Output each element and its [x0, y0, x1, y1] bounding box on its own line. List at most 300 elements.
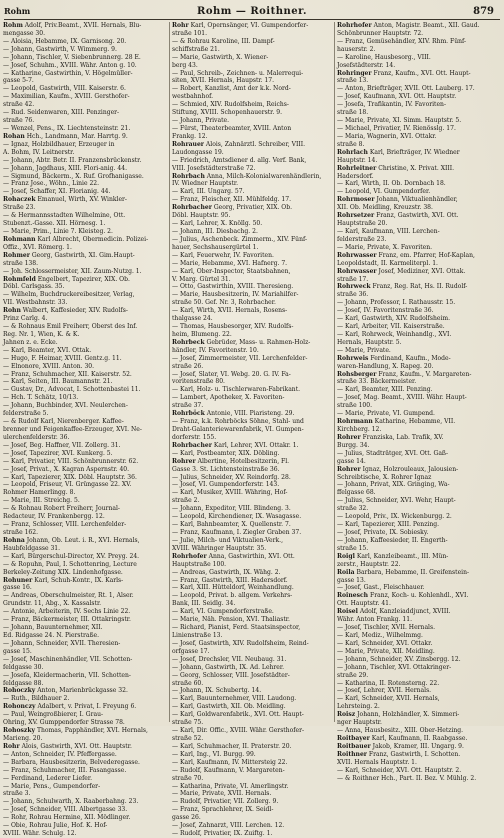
directory-entry-line: Rohmann Karl Albrecht, Obermedicin. Polizei-	[3, 235, 149, 243]
directory-entry-line: — Franz, Schuhmacher, III. Fasangasse.	[3, 766, 127, 774]
directory-entry-line: — Marie, Private, VI. Gumpend.	[337, 410, 435, 418]
directory-entry-line: — Karl, Kaufmann, VIII. Lerchen-	[337, 227, 440, 235]
directory-entry-line: Rohrweck Franz, Reg. Rat, Hs. II. Rudolf-	[337, 283, 468, 291]
directory-entry-line: Ed. Ridgasse 24. N. Pierstraße.	[3, 631, 99, 639]
directory-entry-line: — Johann, Tischler, V. Siebenbrunnerg. 28 E.	[3, 53, 141, 61]
directory-entry-line: berg 43.	[172, 61, 198, 69]
directory-entry-line: straße 17.	[337, 275, 369, 283]
column-right	[337, 22, 501, 782]
directory-entry-line: — Georg, Schlosser, VIII. Josefstädter-	[172, 671, 290, 679]
directory-entry-line: — Obie, Rohrau Julie, Hof. K. Hof-	[3, 822, 108, 830]
directory-entry-line: Rohmer Georg, Gastwirth, XI. Gim.Haupt-	[3, 251, 135, 259]
directory-entry-line: — Karl, Privatier, VIII. Schönbrunnerstr. 62.	[3, 457, 139, 465]
directory-entry-line: händler, IV. Favoritenstr. 10.	[172, 346, 259, 354]
directory-entry-line: — Leopold, Kirchendiener, IX. Wasagasse.	[172, 513, 302, 521]
directory-entry-line: — Karl, Postbeamter, XIX. Döbling.	[172, 449, 280, 457]
directory-entry-line: — Johann, Gastwirth, IX. Ad. Lehrer.	[172, 663, 285, 671]
directory-entry-line: — Andreas, Gastwirth, IX. Wähg. 2.	[172, 568, 281, 576]
directory-entry-line: Roigl Karl, Kanzleibeamt., III. Mün-	[337, 552, 449, 560]
directory-entry-line: straße 76.	[3, 117, 35, 125]
directory-entry-line: — Anton, Briefträger, XVII. Ott. Lauberg. 17.	[337, 85, 475, 93]
directory-entry-line: — Marie, Gastwirth, X. Wiener-	[172, 53, 269, 61]
directory-entry-line: felderstraße 23.	[337, 235, 387, 243]
directory-entry-line: Rohrer Albertine, Hotelbesitzerin, Fl.	[172, 457, 290, 465]
directory-entry-line: Lehrsteing. 2.	[337, 703, 380, 711]
directory-entry-line: — Karl, Goldwarenfabrik., XVI. Ott. Haupt-	[172, 711, 304, 719]
directory-entry-line: straße 70.	[172, 774, 204, 782]
directory-entry-line: Rohr Karl, Opernsänger, VI. Gumpendorfer-	[172, 22, 309, 29]
directory-entry-line: — Julius, Stadträtger, XVI. Ott. Gaß-	[337, 449, 449, 457]
directory-entry-line: feldgasse 88.	[3, 679, 44, 687]
directory-entry-line: — Karl, Mediz., Wilhelmmg.	[337, 631, 423, 639]
directory-entry-line: Schönbrunner Hauptstr. 72.	[337, 29, 424, 37]
directory-entry-line: — Josef, Privat., X. Kagran Aspernstr. 40.	[3, 465, 130, 473]
directory-entry-line: — Karl, Beamter, XIII. Penzing.	[337, 386, 433, 394]
directory-entry-line: Stubenzt.-Gasse. XII. Hörnesg. 1.	[3, 220, 106, 228]
column-middle	[169, 22, 335, 838]
directory-entry-line: — Marie, Hebamme, XVI. Hafnerg. 7.	[172, 259, 288, 267]
directory-entry-line: Rohrhofer Anton, Magistr. Beamt., XII. Gaud.	[337, 22, 480, 29]
directory-entry-line: Gasse 3. St. Lichtensteinstraße 36.	[172, 465, 280, 473]
directory-entry-line: gasse 13.	[337, 576, 366, 584]
directory-entry-line: Döbl. Carlsgass. 35.	[3, 283, 65, 291]
directory-entry-line: — Josef, Mag. Beamt., XVIII. Währ. Haupt-	[337, 394, 467, 402]
directory-entry-line: — Johann, Privat, XIX. Gringing, Wa-	[337, 481, 450, 489]
directory-entry-line: — Marie, Hausbesitzerin, IV. Mariahilfer-	[172, 291, 299, 299]
directory-entry-line: Rohrbacher Georg, Privatier, XIX. Ob.	[172, 204, 293, 212]
directory-entry-line: — Karl, Musiker, XVIII. Währing, Hof-	[172, 489, 288, 497]
directory-entry-line: — Johann, Buchbinder, XVI. Neulerchen-	[3, 402, 128, 410]
directory-entry-line: — & Rohrau Karoline, III. Dampf-	[172, 37, 275, 45]
directory-entry-line: — Julius, Schneider, XV. Reindorfg. 28.	[172, 473, 291, 481]
directory-entry-line: VII. Westbahnstr. 33.	[3, 299, 68, 307]
directory-entry-line: — Franz, Gastwirth, XIII. Hadersdorf.	[172, 576, 288, 584]
directory-entry-line: Hauptstraße 20.	[337, 220, 388, 228]
directory-entry-line: gasse 16.	[3, 584, 32, 592]
directory-entry-line: Währ. Anton Frankg. 11.	[337, 616, 412, 624]
directory-entry-line: — Josef, Maschinenhändler, VII. Schotten-	[3, 655, 133, 663]
directory-entry-line: — Rudolf, Privatier, IX. Zuiftg. 1.	[172, 830, 273, 838]
directory-entry-line: — Karl, Ober-Inspector, Staatsbahnen,	[172, 267, 291, 275]
directory-entry-line: — Anton, Schneider, IV. Pfeffergasse.	[3, 750, 117, 758]
directory-entry-line: — & Rudolf Karl, Nierenberger. Kaffee-	[3, 418, 124, 426]
directory-entry-line: Rohrer Ignaz, Holzrouleaux, Jalousien-	[337, 465, 459, 473]
directory-entry-line: Rohrweis Ferdinand, Kaufm., Mode-	[337, 354, 451, 362]
directory-entry-line: gasse 26.	[172, 814, 201, 822]
directory-entry-line: — Katharina, Private, VI. Amerlingstr.	[172, 782, 289, 790]
directory-entry-line: Rohmfeld Engelbert, Tapezirer, XIX. Ob.	[3, 275, 130, 283]
directory-entry-line: — Ferdinand, Lederer Liefer.	[3, 774, 93, 782]
directory-entry-line: — Schmied, XIV. Rudolfsheim, Reichs-	[172, 101, 289, 109]
directory-entry-line: — Barbara, Hausbesitzerin, Belvederegasse.	[3, 758, 140, 766]
directory-entry-line: — Marie, III. Streichg. 5.	[3, 497, 80, 505]
directory-entry-line: — Franz, Bäckermeister, III. Ottakringstr.	[3, 616, 131, 624]
directory-entry-line: Rohrbeck Gebrüder, Mass- u. Rahmen-Holz-	[172, 338, 311, 346]
directory-entry-line: Rohaczek Emanuel, Wirth, XV. Winkler-	[3, 196, 127, 204]
directory-entry-line: brenner und Feigenkaffee-Erzeuger, XVI. Ne-	[3, 426, 142, 434]
directory-entry-line: XVII. Hernals Hauptstr. 1.	[337, 758, 417, 766]
directory-entry-line: — & Rohnaus Emil Freiherr, Oberst des Inf.	[3, 323, 138, 331]
directory-entry-line: Roithner Franz, Gastwirth, I. Schotten.	[337, 750, 461, 758]
directory-entry-line: — Karl, Bahnbeamter, X. Quellenstr. 7.	[172, 521, 291, 529]
directory-entry-line: — Rudolf, Kaufmann, V. Margareten-	[172, 766, 285, 774]
directory-entry-line: — Franz, Gemüsehändler, XIV. Rhm. Fünf-	[337, 37, 467, 45]
directory-entry-line: — Leopold, Priv., IX. Wickenburgg. 2.	[337, 513, 452, 521]
directory-entry-line: hauer, Sechshausergürtel 1.	[172, 243, 259, 251]
directory-entry-line: straße 52.	[172, 734, 204, 742]
directory-entry-line: — Josef, IV. Favoritenstraße 36.	[337, 307, 434, 315]
directory-entry-line: — Antonie, Arbeiterin, IV. Sechs Linie 22.	[3, 608, 131, 616]
directory-entry-line: straße 3.	[3, 790, 31, 798]
directory-entry-line: — Joh. Schlossermeister, XII. Zaum-Nutzg. 1.	[3, 267, 142, 275]
directory-entry-line: — Josef, Schuhm., XVIII. Währ. Anton g. 10.	[3, 61, 137, 69]
directory-entry-line: — Andreas, Oberschulmeister, Rt. 1, Alser.	[3, 592, 134, 600]
page-number: 879	[473, 6, 494, 17]
directory-entry-line: — Rud. Seidenwaren, XIII. Penzinger-	[3, 109, 120, 117]
directory-entry-line: — Anna, Hausbesitz., XIII. Ober-Hetzing.	[337, 727, 464, 735]
directory-entry-line: — Marie, Prim., Linie 7. Kleisteg. 2.	[3, 227, 113, 235]
directory-entry-line: Stiftung, XVIII. Schopenhauerstr. 9.	[172, 109, 283, 117]
directory-entry-line: straße 36.	[337, 291, 369, 299]
directory-entry-line: — Julius, Aschenbeck. Zimmerm., XIV. Fünf-	[172, 235, 308, 243]
directory-entry-line: Rohrsetzer Franz, Gastwirth, XVI. Ott.	[337, 212, 459, 220]
directory-entry-line: Roitbayer Karl, Kaufmann, II. Raabgasse.	[337, 734, 468, 742]
directory-entry-line: Rohringer Franz, Kaufm., XVI. Ott. Haupt-	[337, 69, 471, 77]
directory-entry-line: — Johann, Bauunternehmer, XII.	[3, 624, 103, 632]
directory-entry-line: Rohoszky Thomas, Papphändler, XVI. Hernals,	[3, 727, 148, 735]
directory-entry-line: — Sigmund, Bäckerm., X. Ruf. Grofhanigasse.	[3, 172, 144, 180]
directory-entry-line: Rohrwasser Franz, em. Pfarrer, Hof-Kaplan,	[337, 251, 475, 259]
directory-entry-line: felderstraße 5.	[3, 410, 49, 418]
directory-entry-line: Linienstraße 13.	[172, 631, 223, 639]
directory-entry-line: gasse 15.	[3, 647, 32, 655]
directory-entry-line: Roinesch Franz, Koch- u. Kohlenhdl., XVI.	[337, 592, 469, 600]
directory-entry-line: mengasse 30.	[3, 29, 46, 37]
directory-entry-line: Roila Barbara, Hebamme, II. Greifenstein-	[337, 568, 470, 576]
directory-entry-line: — Wenzel, Pens., IX. Liechtensteinstr. 21.	[3, 124, 131, 132]
directory-entry-line: — Karl, Wirth, XVII. Hernals, Rosens-	[172, 307, 288, 315]
directory-entry-line: Offiz., XVI. Römerg. 1.	[3, 243, 72, 251]
directory-entry-line: — Karl, Schneider, XVI. Ott. Hauptstr. 2.	[337, 766, 462, 774]
directory-entry-line: straße 33. Bäckermeister.	[337, 378, 417, 386]
directory-entry-line: Rohrmann Katharine, Hebamme, VII.	[337, 418, 456, 426]
directory-entry-line: — Johann, Gastwirth, V. Wimmerg. 9.	[3, 45, 117, 53]
directory-entry-line: Rohrleitner Christine, X. Privat. XIII.	[337, 164, 455, 172]
directory-entry-line: — Fürst, Theaterbeamter, XVIII. Anton	[172, 124, 292, 132]
directory-entry-line: — Ignaz, Holzbildhauer, Erzeuger in	[3, 140, 115, 148]
directory-entry-line: straße 8.	[337, 140, 365, 148]
directory-entry-line: — Karl, Feuerwehr, IV. Favoriten.	[172, 251, 274, 259]
directory-entry-line: — Franz, Schuhmacher, XII. Kaiserstr. 52.	[3, 370, 132, 378]
directory-entry-line: — Karl, Dir. Offic., XVIII. Währ. Gersthofer-	[172, 727, 305, 735]
directory-entry-line: Hernals, Hauptstr. 5.	[337, 338, 402, 346]
directory-entry-line: — Franz, Schlosser, VIII. Lerchenfelder-	[3, 521, 127, 529]
directory-entry-line: gasse 14.	[337, 457, 366, 465]
directory-entry-line: — Franz, k.k. Rohrböcks Söhne, Stahl- und	[172, 418, 304, 426]
directory-entry-line: waren-Handlung, X. Rapeg. 20.	[337, 362, 434, 370]
directory-entry-line: — Franz, Kaufmann, I. Ziegler Graben 37.	[172, 529, 302, 536]
directory-entry-line: A. Bohm, IV. Leitnerstr.	[3, 148, 75, 156]
directory-entry-line: — Leopold, VI. Gumpendorfer.	[337, 188, 431, 196]
directory-entry-line: Rohrwasser Josef, Mediziner, XVI. Ottak.	[337, 267, 466, 275]
directory-entry-line: ulerchenfelderstr. 36.	[3, 433, 70, 441]
directory-entry-line: — Johann, Professor, I. Rathausstr. 15.	[337, 299, 456, 307]
directory-entry-line: Rohmer Hamerlingg. 8.	[3, 489, 76, 497]
directory-entry-line: — & Hermannsstadten Wilhelmine, Ott.	[3, 212, 126, 220]
directory-entry-line: Haubfeldgasse 31.	[3, 544, 61, 552]
directory-entry-line: — Rudolf, Privatier, VII. Zollerg. 9.	[172, 798, 279, 806]
directory-entry-line: Rohrlach Karl, Briefträger, IV. Wiedner	[337, 148, 460, 156]
directory-entry-line: — Johann, Private.	[172, 117, 230, 125]
directory-entry-line: schiffstraße 21.	[172, 45, 220, 53]
directory-entry-line: — Josef, Zimmermeister, VII. Lerchenfelder-	[172, 354, 308, 362]
directory-entry-line: — Marie, Pens., Gumpendorfer-	[3, 782, 101, 790]
directory-entry-line: — Johann, Jagdhaus, XIII. Flori-anig. 44.	[3, 164, 127, 172]
directory-entry-line: — & Ropuhn, Paul, I. Schottenring, Lecture	[3, 560, 137, 568]
directory-entry-line: — Marie, Näh. Pension, XVI. Thaliastr.	[172, 616, 290, 624]
directory-entry-line: — Josef, Private, IX. Sobiesky.	[337, 529, 429, 536]
directory-entry-line: Hauptstr. 14.	[337, 156, 378, 164]
directory-entry-line: Straße 23.	[3, 204, 36, 212]
directory-entry-line: — Karl, Gastwirth, XII. Ob. Meidling.	[172, 703, 286, 711]
directory-entry-line: Marieng. 20.	[3, 734, 43, 742]
directory-entry-line: — Josef, VI. Gumpendorferstr. 143.	[172, 481, 280, 489]
directory-entry-line: — Hch. T. Schätz, 10/13.	[3, 394, 79, 402]
directory-entry-line: XVIII. Währinger Hauptstr. 35.	[172, 544, 267, 552]
directory-entry-line: straße 75.	[172, 719, 204, 727]
directory-entry-line: Rohrbacher Karl, Lehrer, XVI. Ottakr. 1.	[172, 441, 299, 449]
directory-entry-line: — Josefa, Kleidermacherin, VII. Schotten-	[3, 671, 131, 679]
directory-entry-line: Rohrböck Antonie, VIII. Piaristeng. 29.	[172, 410, 295, 418]
directory-entry-line: — Johann, Schulwarth, X. Raaberbahng. 23.	[3, 798, 139, 806]
directory-entry-line: — Marie, Private.	[337, 346, 391, 354]
directory-entry-line: hauserstr. 2.	[337, 45, 376, 53]
directory-entry-line: Rohoczky Anton, Marienbrückgasse 32.	[3, 687, 128, 695]
directory-entry-line: Leopoldstadt, II. Karmeliterpl. 1.	[337, 259, 438, 267]
header-rule	[4, 19, 500, 20]
directory-entry-line: nger Hauptstr.	[337, 719, 382, 727]
directory-entry-line: — Ruth., Bildhauer 2.	[3, 695, 70, 703]
directory-entry-line: — Robert, Kanzlist, Amt der k.k. Nord-	[172, 85, 291, 93]
directory-entry-line: — Friedrich, Amtsdiener d. allg. Verf. Bank,	[172, 156, 307, 164]
directory-entry-line: Ott. Hauptstr. 41.	[337, 600, 391, 608]
directory-entry-line: Rohonczy Adalbert, v. Privat, I. Freyung 6.	[3, 703, 137, 711]
directory-entry-line: — Richard, Pianist, Ferd. Staatsinspector,	[172, 624, 301, 632]
directory-entry-line: Rohan Hch., Landmann, Mar. Harrtg. 9.	[3, 132, 128, 140]
directory-entry-line: — Johann, Schneider, XVII. Theresien-	[3, 639, 121, 647]
directory-entry-line: straße 37.	[172, 402, 204, 410]
directory-entry-line: — Lambert, Apotheker, X. Favoriten-	[172, 394, 285, 402]
directory-entry-line: — Josef, Gast., Fleischhauer.	[337, 584, 425, 592]
directory-entry-line: Rohrauer Alois, Zahnärztl. Schreiber, VIII.	[172, 140, 306, 148]
directory-entry-line: — Josef, Schneider, VIII. Albertgasse 33.	[3, 806, 128, 814]
directory-entry-line: Laudongasse 19.	[172, 148, 224, 156]
directory-entry-line: — Josefa, Trafikantin, IV. Favoriten-	[337, 101, 446, 109]
directory-entry-line: Josefstädterstr. 14.	[337, 61, 396, 69]
directory-entry-line: — Marie, Private, XI. Simm. Hauptstr. 5.	[337, 117, 462, 125]
directory-entry-line: — Josef, Tapezirer, XVI. Kunkerg. 5.	[3, 449, 113, 457]
directory-entry-line: — Karl, Kaufmann, IV. Mittersteig 22.	[172, 758, 288, 766]
directory-entry-line: Roisel Adolf, Kanzleiaddjunct, XVIII.	[337, 608, 451, 616]
directory-entry-line: ffelgasse 68.	[337, 489, 376, 497]
directory-entry-line: Döbl. Hauptstr. 95.	[172, 212, 231, 220]
directory-entry-line: — & Roithner Hch., Part. II. Bez. V. Mühlg. 2.	[337, 774, 477, 782]
directory-entry-line: Roisz Johann, Holzhändler, X. Simmeri-	[337, 711, 460, 719]
directory-entry-line: Rohsberger Franz, Kaufm., V. Margareten-	[337, 370, 472, 378]
directory-entry-line: — Katharine, Gastwirthin, V. Högelmüller-	[3, 69, 133, 77]
directory-entry-line: Redacteur, IV. Frankenbergg. 12.	[3, 513, 105, 521]
directory-entry-line: — Karl, Tapezierer, XIII. Penzing.	[337, 521, 440, 529]
directory-entry-line: Rohuner Karl, Schuh-Kontr., IX. Karls-	[3, 576, 124, 584]
directory-entry-line: — Karl, Bürgerschul-Director, XV. Preyg. 24.	[3, 552, 140, 560]
directory-entry-line: straße 60.	[172, 679, 204, 687]
directory-entry-line: voritenstraße 80.	[172, 378, 225, 386]
directory-entry-line: — Josef, Beg. Haffner, VII. Zollerg. 31.	[3, 441, 121, 449]
directory-entry-line: — Franz Jose., Wöhn., Linie 22.	[3, 180, 100, 188]
directory-entry-line: Rohm Adolf, Priv.Beamt., XVII. Hernals, Blu-	[3, 22, 142, 29]
directory-entry-line: straße 42.	[3, 101, 35, 109]
directory-entry-line: — & Rohnau Robert Freiherr, Journal-	[3, 505, 120, 513]
directory-entry-line: — Marie, Private, XVII. Hernals.	[172, 790, 272, 798]
directory-entry-line: straße 138.	[3, 259, 39, 267]
directory-entry-line: Burgg. 34.	[337, 441, 370, 449]
directory-entry-line: Hauptstraße 100.	[172, 560, 227, 568]
directory-entry-line: XVIII. Währ. Schulg. 12.	[3, 830, 77, 838]
directory-entry-line: — Michael, Privatier, IV. Rienösslg. 17.	[337, 124, 456, 132]
directory-entry-line: — Gustav, Dr., Advocat, I. Schottenbastei 11.	[3, 386, 141, 394]
directory-entry-line: — Julius, Schneider, XVI. Wehr, Haupt-	[337, 497, 456, 505]
directory-entry-line: — Josef, Kaufmann, XVI. Ott. Hauptstr.	[337, 93, 457, 101]
directory-entry-line: — Karl, XIII. Hütteldorf, Weinhandlung.	[172, 584, 294, 592]
directory-entry-line: — Katharina, II. Rotensterng. 22.	[337, 679, 440, 687]
directory-entry-line: XII. Ob. Meidling, Kreuzstr. 38.	[337, 204, 433, 212]
directory-entry-line: Rohn Walbert, Kaffesieder, XIV. Rudolfs-	[3, 307, 128, 315]
directory-entry-line: — Johann, Abtr. Betr. II. Franzensbrückenstr.	[3, 156, 142, 164]
directory-entry-line: — Josef, Slater, VI. Webg. 20. G. IV. Fa-	[172, 370, 291, 378]
directory-entry-line: straße 162.	[3, 529, 39, 536]
directory-entry-line: straße 26.	[172, 362, 204, 370]
directory-entry-line: — Josef, Drechsler, VII. Neubaug. 31.	[172, 655, 287, 663]
page-header	[0, 6, 504, 20]
directory-entry-line: dorferstr. 155.	[172, 433, 217, 441]
directory-entry-line: thalgasse 24.	[172, 315, 213, 323]
directory-entry-line: — Marie, Private, XII. Meidling.	[337, 647, 435, 655]
directory-entry-line: Rohrmoser Johann, Viktualienhändler,	[337, 196, 458, 204]
column-left	[3, 22, 167, 838]
page-title: Rohm — Roithner.	[197, 6, 307, 17]
directory-entry-line: — Paul, Schreib-, Zeichnen- u. Malerrequi-	[172, 69, 304, 77]
directory-entry-line: — Julie, Milch- und Viktualien-Verk.,	[172, 536, 283, 544]
directory-entry-line: Grundstr. 11, Abg., X. Kassalstr.	[3, 600, 102, 608]
directory-entry-line: Reg. Nr. 1, Wien, K. & K.	[3, 330, 80, 338]
directory-entry-line: — Otto, Gastwirthin, XVIII. Theresieng.	[172, 283, 294, 291]
directory-entry-line: — Leopold, Privat. b. allgem. Verkehrs-	[172, 592, 293, 600]
directory-entry-line: Ohring, XV. Gumppendorfer Strasse 78.	[3, 719, 125, 727]
directory-entry-line: — Karoline, Hausbesorg., VIII.	[337, 53, 431, 61]
directory-entry-line: — Karl, Rohrweck, Weinhandlg., XVI.	[337, 330, 452, 338]
directory-entry-line: — Leopold, Gastwirth, VIII. Kaiserstr. 6.	[3, 85, 126, 93]
directory-entry-line: straße 15.	[337, 544, 369, 552]
directory-entry-line: feldgasse 30.	[3, 663, 44, 671]
directory-entry-line: — Josef, Schaffer, XI. Florianig. 44.	[3, 188, 111, 196]
directory-entry-line: — Elnonore, XVIII. Anton. 30.	[3, 362, 95, 370]
directory-entry-line: orfgasse 17.	[172, 647, 210, 655]
directory-entry-line: — Karl, Schneider, XVI. Ottakr.	[337, 639, 433, 647]
directory-entry-line: — Karl, Wirth, II. Ob. Dornbach 18.	[337, 180, 446, 188]
directory-entry-line: — Josef, Tischler, XVII. Hernals.	[337, 624, 436, 632]
directory-entry-line: Rohrhofer Anna, Gastwirthin, XVI. Ott.	[172, 552, 295, 560]
directory-entry-line: gasse 5-7.	[3, 77, 34, 85]
entry-columns	[3, 22, 501, 838]
directory-entry-line: zerstr., Hauptstr. 22.	[337, 560, 401, 568]
directory-entry-line: — Karl, Gastwirth, XIV. Rudolfsheim.	[337, 315, 451, 323]
directory-entry-line: — Franz, Sprachlehrer, IX. Seidl-	[172, 806, 274, 814]
directory-entry-line: — Franz, Fleischer, XII. Mühlfeldg. 17.	[172, 196, 292, 204]
directory-entry-line: straße 101.	[172, 29, 208, 37]
directory-entry-line: — Aloisia, Hebamme, IX. Garnisong. 20.	[3, 37, 127, 45]
directory-entry-line: Frankg. 12.	[172, 132, 208, 140]
directory-entry-line: — Johann, IX. Schubertg. 14.	[172, 687, 262, 695]
directory-entry-line: — Paul, Weingroßbierer, I. Grau-	[3, 711, 104, 719]
directory-entry-line: heim, Blumeng. 22.	[172, 330, 232, 338]
directory-entry-line: straße 32.	[337, 505, 369, 513]
directory-entry-line: Schreibtische, X. Rohrer Ignaz	[337, 473, 432, 481]
directory-entry-line: straße 18.	[337, 109, 369, 117]
directory-entry-line: Bank, III. Seidlg. 34.	[172, 600, 236, 608]
directory-entry-line: V. Marg. Gürtel 31.	[172, 275, 231, 283]
directory-entry-line: westbahnhof.	[172, 93, 214, 101]
directory-entry-line: — Karl, VI. Gumpendorferstraße.	[172, 608, 274, 616]
directory-entry-line: — Karl, Schneider, XVII. Hernals,	[337, 695, 440, 703]
directory-entry-line: straße 2.	[172, 497, 200, 505]
directory-entry-line: — Marie, Private, X. Favoriten.	[337, 243, 433, 251]
directory-entry-line: — Josef, Zahnarzt, VIII. Lerchen. 12.	[172, 822, 285, 830]
directory-entry-line: — Josef, Gastwirth, XIV. Rudolfsheim, Reind-	[172, 639, 309, 647]
directory-entry-line: — Karl, III. Ungarg. 57.	[172, 188, 245, 196]
directory-entry-line: — Thomas, Hausbesorger, XIV. Rudolfs-	[172, 323, 294, 331]
directory-entry-line: straße 13.	[337, 77, 369, 85]
directory-entry-line: — Johann, Kaffeesieder, II. Engerth-	[337, 536, 448, 544]
directory-entry-line: Rohna Johann, Ob. Leut. i. R., XVI. Hernals,	[3, 536, 140, 544]
directory-entry-line: — Maria, Wagnerin, XVI. Ottakr.	[337, 132, 437, 140]
directory-entry-line: Rohr Alois, Gastwirth, XVI. Ott. Hauptstr.	[3, 742, 132, 750]
directory-entry-line: Prinz Carlg. 4.	[3, 315, 48, 323]
directory-entry-line: Berkeley-Zeitung XIX. Lindenhofgasse.	[3, 568, 123, 576]
directory-entry-line: — Karl, Holz- u. Tischlerwaren-Fabrikant.	[172, 386, 301, 394]
directory-entry-line: Rohrer Franziska, Lab. Trafik, XV.	[337, 433, 444, 441]
directory-entry-line: — Johann, III. Diesbachg. 2.	[172, 227, 258, 235]
directory-entry-line: — Rohr, Rohrau Hermine, XII. Mödlinger.	[3, 814, 131, 822]
directory-entry-line: VIII. Josefstädterstraße 72.	[172, 164, 256, 172]
directory-entry-line: Hadersdorf.	[337, 172, 374, 180]
directory-entry-line: — Karl, Beamter, XVI. Ottak.	[3, 346, 92, 354]
directory-entry-line: — Maximilian, Kaufm., XVIII. Gersthofer-	[3, 93, 130, 101]
running-head-left: Rohm	[4, 6, 31, 16]
directory-entry-line: — Karl, Tapezierer, XIX. Döbl. Hauptstr. 36.	[3, 473, 137, 481]
directory-entry-line: Roitbauer Jakob, Kramer, III. Ungarg. 9.	[337, 742, 464, 750]
directory-entry-line: IV. Wiedner Hauptstr.	[172, 180, 239, 188]
directory-entry-line: — Leopold, Friseur, VI. Grüngasse 22. XV.	[3, 481, 132, 489]
directory-entry-line: — Karl, Ing., VI. Burgg. 99.	[172, 750, 256, 758]
directory-entry-line: — Karl, Seiten, III. Baumannstr. 21.	[3, 378, 113, 386]
directory-entry-line: straße 50. Gef. Nr. 3, Rohrbacher.	[172, 299, 276, 307]
directory-entry-line: — Wilhelm, Buchdruckereibesitzer, Verlag,	[3, 291, 135, 299]
directory-entry-line: Jahnen z. e. Ecke.	[3, 338, 58, 346]
directory-entry-line: Kirchberg. 12.	[337, 426, 382, 434]
directory-entry-line: straße 29.	[337, 671, 369, 679]
directory-entry-line: — Karl, Schuhmacher, II. Praterstr. 20.	[172, 742, 292, 750]
directory-entry-line: — Johann, Expeditor, VIII. Blindeng. 3.	[172, 505, 291, 513]
